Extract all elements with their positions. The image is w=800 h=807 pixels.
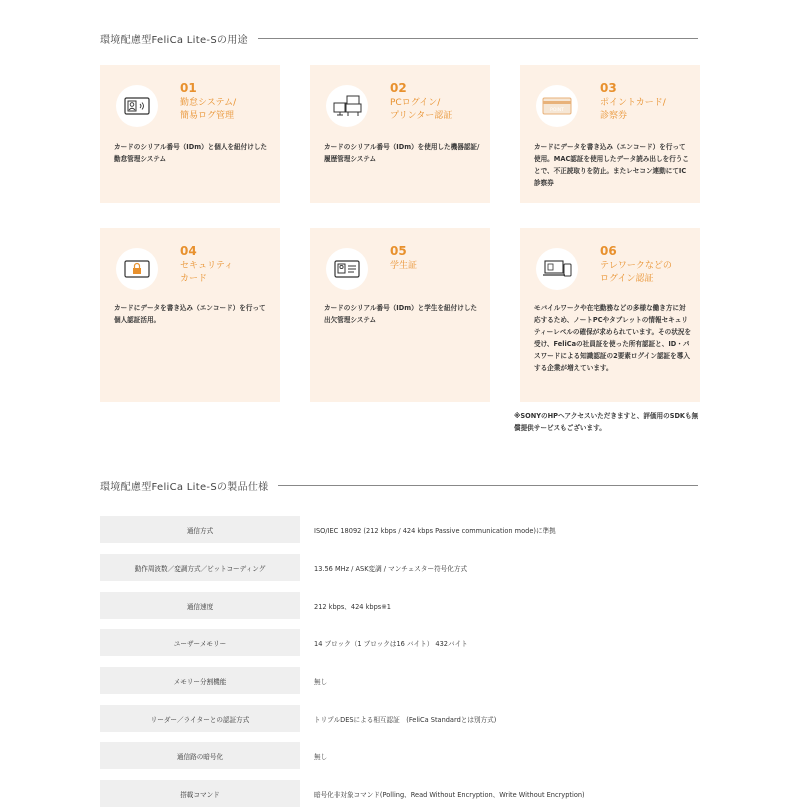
- spec-label: 通信路の暗号化: [100, 742, 300, 769]
- spec-row: [100, 554, 700, 581]
- card-number: 06: [600, 244, 617, 258]
- svg-text:POINT: POINT: [550, 108, 564, 113]
- usage-card-03: [520, 65, 700, 203]
- usage-card-05: [310, 228, 490, 402]
- card-number: 03: [600, 81, 617, 95]
- usage-card-06: [520, 228, 700, 402]
- card-number: 01: [180, 81, 197, 95]
- section-divider: [278, 485, 698, 486]
- usage-section-header: [100, 31, 698, 46]
- card-number: 05: [390, 244, 407, 258]
- spec-section-header: [100, 478, 698, 493]
- spec-row: [100, 516, 700, 543]
- card-title: セキュリティ カード: [180, 261, 234, 284]
- section-divider: [258, 38, 698, 39]
- usage-card-01: [100, 65, 280, 203]
- card-description: カードにデータを書き込み（エンコード）を行って個人認証活用。: [114, 304, 266, 324]
- pc-printer-icon: [326, 85, 368, 127]
- spec-label: メモリー分割機能: [100, 667, 300, 694]
- card-title: 学生証: [390, 261, 418, 271]
- card-description: カードのシリアル番号（IDm）を使用した機器認証/履歴管理システム: [324, 143, 480, 163]
- usage-card-04: [100, 228, 280, 402]
- spec-row: [100, 705, 700, 732]
- spec-row: [100, 667, 700, 694]
- spec-row: [100, 629, 700, 656]
- usage-card-02: [310, 65, 490, 203]
- card-title: PCログイン/ プリンター認証: [390, 98, 453, 121]
- card-number: 02: [390, 81, 407, 95]
- card-title: テレワークなどの ログイン認証: [600, 261, 672, 284]
- card-title: ポイントカード/ 診察券: [600, 98, 666, 121]
- point-card-icon: [536, 85, 578, 127]
- spec-value: 212 kbps、424 kbps※1: [314, 602, 391, 611]
- telework-icon: [536, 248, 578, 290]
- spec-value: 無し: [314, 752, 328, 761]
- spec-row: [100, 742, 700, 769]
- spec-label: 通信速度: [100, 592, 300, 619]
- card-description: カードのシリアル番号（IDm）と学生を紐付けした出欠管理システム: [324, 304, 478, 324]
- card-title: 勤怠システム/ 簡易ログ管理: [180, 98, 237, 121]
- id-card-icon: [116, 85, 158, 127]
- usage-section-title: 環境配慮型FeliCa Lite-Sの用途: [100, 35, 248, 46]
- student-id-icon: [326, 248, 368, 290]
- spec-label: 搭載コマンド: [100, 780, 300, 807]
- spec-value: ISO/IEC 18092 (212 kbps / 424 kbps Passive communication mode)に準拠: [314, 526, 556, 535]
- sdk-note: ※SONYのHPへアクセスいただきますと、評価用のSDKも無償提供サービスもございます。: [514, 412, 699, 432]
- spec-label: 動作周波数／変調方式／ビットコーディング: [100, 554, 300, 581]
- spec-row: [100, 780, 700, 807]
- spec-value: 13.56 MHz / ASK変調 / マンチェスター符号化方式: [314, 564, 468, 573]
- spec-value: 14 ブロック（1 ブロックは16 バイト） 432バイト: [314, 639, 468, 648]
- card-number: 04: [180, 244, 197, 258]
- spec-value: トリプルDESによる相互認証 (FeliCa Standardとは別方式): [314, 715, 497, 724]
- spec-value: 暗号化非対象コマンド(Polling、Read Without Encryption、Write Without Encryption): [314, 790, 585, 799]
- card-description: モバイルワークや在宅勤務などの多様な働き方に対応するため、ノートPCやタブレットの情報セキュリティーレベルの確保が求められています。その状況を受け、FeliCaの社員証を使った所有認証と、ID・パスワードによる知識認証の2要素ログイン認証を導入する企業が増えています。: [534, 304, 692, 372]
- spec-label: リーダー／ライターとの認証方式: [100, 705, 300, 732]
- spec-label: 通信方式: [100, 516, 300, 543]
- lock-card-icon: [116, 248, 158, 290]
- card-description: カードにデータを書き込み（エンコード）を行って使用。MAC認証を使用したデータ読み出しを行うことで、不正読取りを防止。またレセコン連動にてIC診察券: [534, 143, 689, 187]
- card-description: カードのシリアル番号（IDm）と個人を紐付けした勤怠管理システム: [114, 143, 268, 163]
- spec-section-title: 環境配慮型FeliCa Lite-Sの製品仕様: [100, 482, 269, 493]
- spec-label: ユーザーメモリー: [100, 629, 300, 656]
- spec-value: 無し: [314, 677, 328, 686]
- spec-row: [100, 592, 700, 619]
